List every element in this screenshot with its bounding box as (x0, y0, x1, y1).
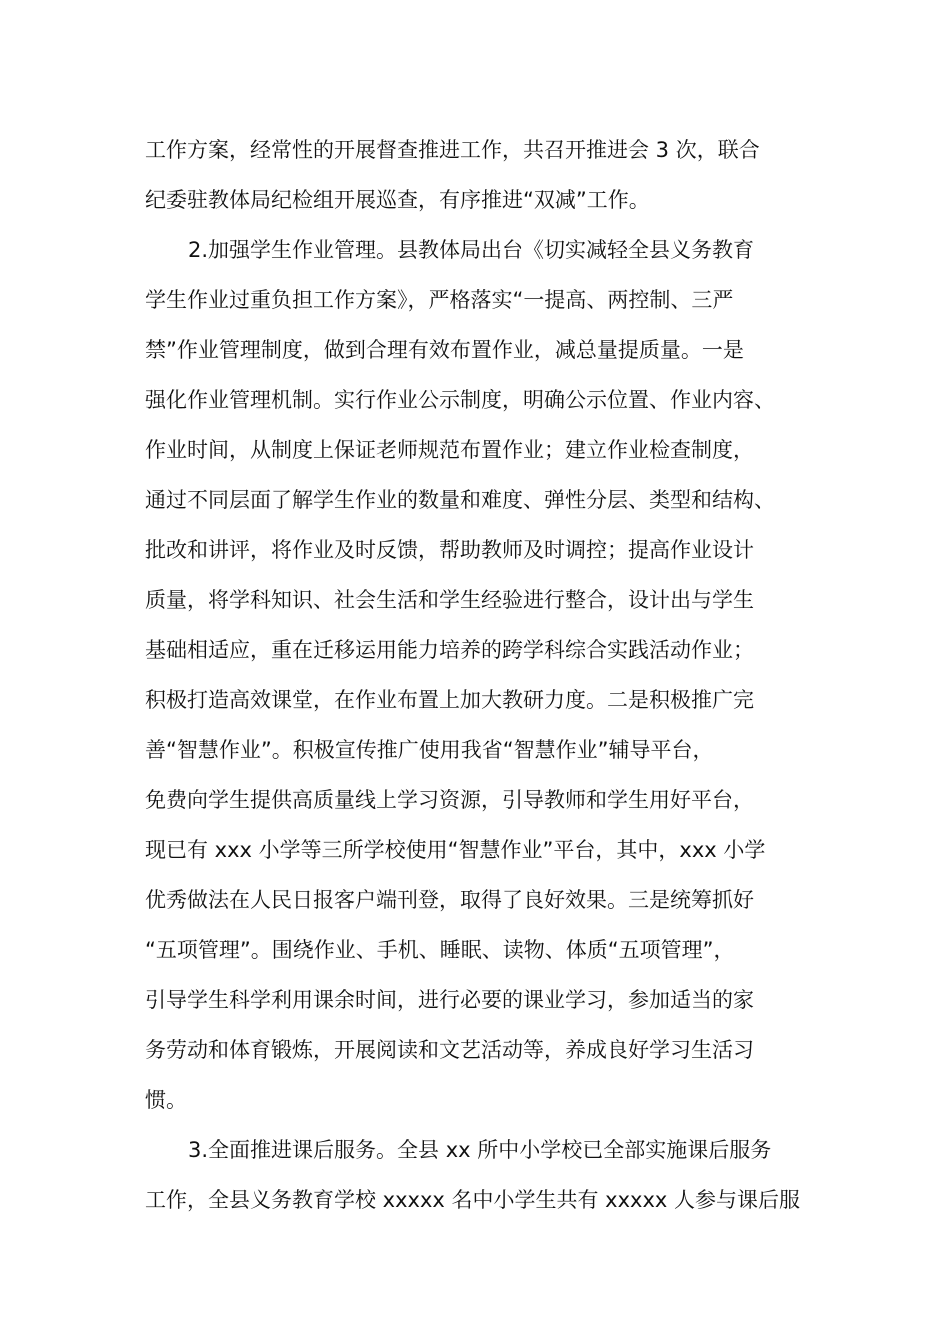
text-line: 优秀做法在人民日报客户端刊登，取得了良好效果。三是统筹抓好 (145, 888, 754, 912)
text-line: “五项管理”。围绕作业、手机、睡眠、读物、体质“五项管理”， (145, 938, 735, 962)
text-line: 通过不同层面了解学生作业的数量和难度、弹性分层、类型和结构、 (145, 488, 775, 512)
text-line: 现已有 xxx 小学等三所学校使用“智慧作业”平台，其中，xxx 小学 (145, 838, 766, 862)
text-line: 纪委驻教体局纪检组开展巡查，有序推进“双减”工作。 (145, 188, 650, 212)
text-line: 务劳动和体育锻炼，开展阅读和文艺活动等，养成良好学习生活习 (145, 1038, 754, 1062)
paragraph-3-first-line: 3.全面推进课后服务。全县 xx 所中小学校已全部实施课后服务 (188, 1138, 772, 1162)
text-line: 引导学生科学利用课余时间，进行必要的课业学习，参加适当的家 (145, 988, 754, 1012)
text-line: 惯。 (145, 1088, 187, 1112)
text-line: 基础相适应，重在迁移运用能力培养的跨学科综合实践活动作业； (145, 638, 754, 662)
text-line: 质量，将学科知识、社会生活和学生经验进行整合，设计出与学生 (145, 588, 754, 612)
text-line: 积极打造高效课堂，在作业布置上加大教研力度。二是积极推广完 (145, 688, 754, 712)
text-line: 批改和讲评，将作业及时反馈，帮助教师及时调控；提高作业设计 (145, 538, 754, 562)
text-line: 禁”作业管理制度，做到合理有效布置作业，减总量提质量。一是 (145, 338, 744, 362)
text-line: 学生作业过重负担工作方案》，严格落实“一提高、两控制、三严 (145, 288, 734, 312)
text-line: 强化作业管理机制。实行作业公示制度，明确公示位置、作业内容、 (145, 388, 775, 412)
text-line: 善“智慧作业”。积极宣传推广使用我省“智慧作业”辅导平台， (145, 738, 714, 762)
text-line: 免费向学生提供高质量线上学习资源，引导教师和学生用好平台， (145, 788, 754, 812)
paragraph-2-first-line: 2.加强学生作业管理。县教体局出台《切实减轻全县义务教育 (188, 238, 755, 262)
text-line: 工作，全县义务教育学校 xxxxx 名中小学生共有 xxxxx 人参与课后服 (145, 1188, 800, 1212)
text-line: 工作方案，经常性的开展督查推进工作，共召开推进会 3 次，联合 (145, 138, 760, 162)
text-line: 作业时间，从制度上保证老师规范布置作业；建立作业检查制度， (145, 438, 754, 462)
